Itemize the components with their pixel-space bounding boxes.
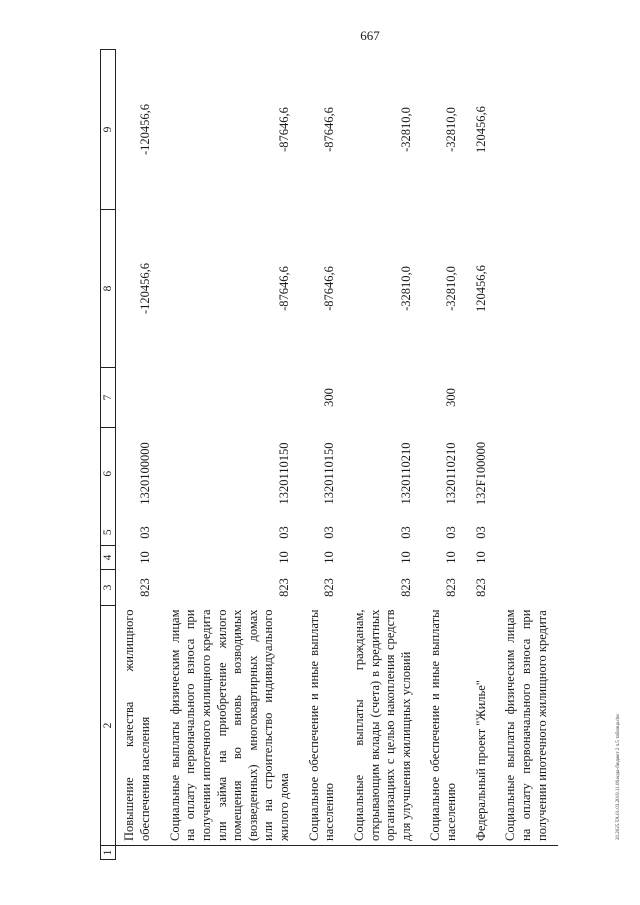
amount-col8: -120456,6 (138, 262, 152, 315)
vr-code (468, 368, 498, 428)
row-name: Социальное обеспечение и иные выплаты населению (301, 606, 346, 846)
row-name: Повышение качества жилищного обеспечения населения (116, 606, 162, 846)
amount-col9: -87646,6 (277, 107, 291, 152)
amount-col9 (497, 50, 558, 210)
amount-col9: 120456,6 (473, 106, 488, 153)
vr-code (116, 368, 162, 428)
rz-code: 10 (444, 551, 458, 564)
csr-code: 1320110150 (322, 442, 337, 505)
csr-code: 1320110150 (277, 442, 291, 505)
rz-code: 10 (322, 551, 337, 564)
amount-col8 (497, 210, 558, 368)
amount-col8: 120456,6 (473, 265, 488, 312)
pr-code (497, 520, 558, 546)
rz-code (497, 546, 558, 570)
row-name: Федеральный проект "Жилье" (468, 606, 498, 846)
header-cell: 2 (101, 606, 116, 846)
rz-code: 10 (277, 551, 291, 564)
csr-code: 1320100000 (138, 442, 152, 505)
amount-col8: -32810,0 (398, 266, 413, 311)
header-cell: 3 (101, 570, 116, 606)
csr-code (497, 428, 558, 520)
header-cell: 8 (101, 210, 116, 368)
ved-code: 823 (444, 578, 458, 597)
ved-code: 823 (277, 578, 291, 597)
amount-col8: -87646,6 (322, 266, 337, 311)
pr-code: 03 (277, 526, 291, 539)
table-row (497, 50, 558, 860)
vr-code: 300 (322, 388, 337, 407)
ved-code: 823 (138, 578, 152, 597)
row-name: Социальные выплаты физическим лицам на оплату первоначального взноса при получении ипотечного жилищного кредита (497, 606, 558, 846)
amount-col9: -87646,6 (322, 107, 337, 152)
amount-col8: -87646,6 (277, 266, 291, 311)
amount-col8: -32810,0 (444, 266, 458, 311)
budget-table (100, 49, 558, 860)
pr-code: 03 (398, 526, 413, 539)
csr-code: 132F100000 (473, 441, 488, 506)
table-row (422, 50, 467, 860)
rz-code: 10 (473, 551, 488, 564)
rotated-table-sheet (100, 50, 620, 860)
csr-code: 1320110210 (398, 442, 413, 505)
table-row (116, 50, 162, 860)
csr-code: 1320110210 (444, 442, 458, 505)
page-number: 667 (360, 28, 380, 43)
amount-col9: -32810,0 (444, 107, 458, 152)
ved-code: 823 (322, 578, 337, 597)
row-name: Социальные выплаты физическим лицам на оплату первоначального взноса при получении ипотечного жилищного кредита или займа на приобретение жилого помещения во вновь возводимых (возведенных) многоквартирных домах или на строительство индивидуального жилого дома (162, 606, 301, 846)
header-cell: 1 (101, 846, 116, 860)
pr-code: 03 (322, 526, 337, 539)
file-path-note: 20.2025.ТА.01.03.2019.11.06.кода-бюджет 2 ч.5 таблица.doc (616, 713, 621, 840)
ved-code: 823 (473, 578, 488, 597)
header-cell: 4 (101, 546, 116, 570)
row-name: Социальные выплаты гражданам, открывающим вклады (счета) в кредитных организациях с целью накопления средств для улучшения жилищных условий (346, 606, 423, 846)
table-row (162, 50, 301, 860)
vr-code (346, 368, 423, 428)
table-row (346, 50, 423, 860)
vr-code (162, 368, 301, 428)
pr-code: 03 (444, 526, 458, 539)
ved-code (497, 570, 558, 606)
header-row (101, 50, 116, 860)
header-cell: 5 (101, 520, 116, 546)
rz-code: 10 (138, 551, 152, 564)
rz-code: 10 (398, 551, 413, 564)
amount-col9: -120456,6 (138, 103, 152, 156)
ved-code: 823 (398, 578, 413, 597)
amount-col9: -32810,0 (398, 107, 413, 152)
table-row (468, 50, 498, 860)
vr-code (497, 368, 558, 428)
pr-code: 03 (138, 526, 152, 539)
header-cell: 7 (101, 368, 116, 428)
header-cell: 9 (101, 50, 116, 210)
vr-code: 300 (444, 388, 458, 407)
header-cell: 6 (101, 428, 116, 520)
table-row (301, 50, 346, 860)
row-name: Социальное обеспечение и иные выплаты населению (422, 606, 467, 846)
pr-code: 03 (473, 526, 488, 539)
